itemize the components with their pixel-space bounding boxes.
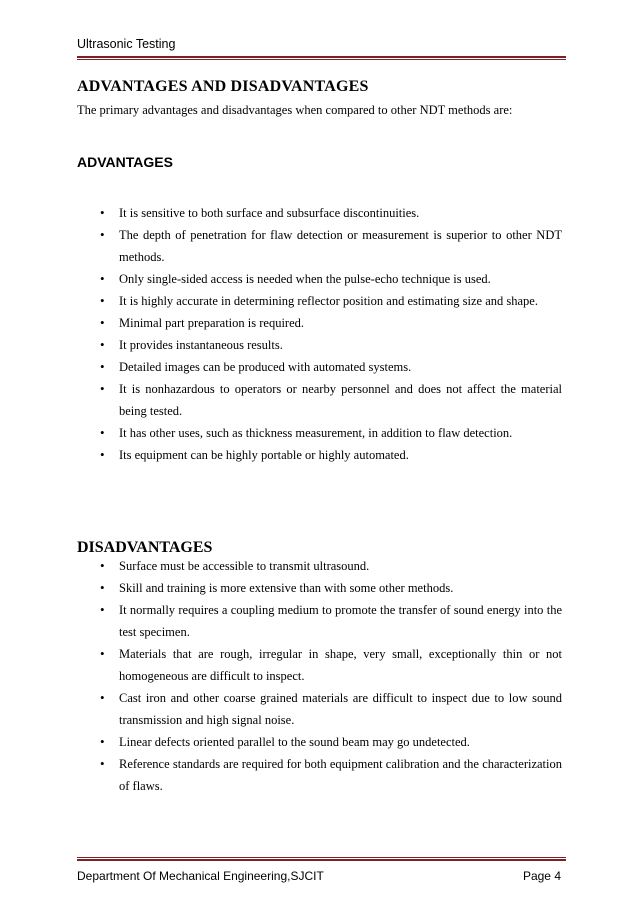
list-item: • Reference standards are required for both equipment calibration and the characterization of flaws. [100, 753, 562, 797]
header-title: Ultrasonic Testing [77, 37, 176, 51]
list-item: • Materials that are rough, irregular in shape, very small, exceptionally thin or not homogeneous are difficult to inspect. [100, 643, 562, 687]
list-item: • Minimal part preparation is required. [100, 312, 562, 334]
list-item: • The depth of penetration for flaw detection or measurement is superior to other NDT methods. [100, 224, 562, 268]
list-item: • It is highly accurate in determining reflector position and estimating size and shape. [100, 290, 562, 312]
page-number: Page 4 [522, 869, 561, 883]
list-item: • Skill and training is more extensive than with some other methods. [100, 577, 562, 599]
advantages-list [100, 202, 562, 466]
list-item: • Surface must be accessible to transmit ultrasound. [100, 555, 562, 577]
section-intro: The primary advantages and disadvantages when compared to other NDT methods are: [77, 103, 513, 117]
header-rule-thin [77, 59, 566, 60]
list-item: • It normally requires a coupling medium to promote the transfer of sound energy into the test specimen. [100, 599, 562, 643]
list-item: • Its equipment can be highly portable or highly automated. [100, 444, 562, 466]
footer-rule [77, 859, 566, 861]
list-item: • Cast iron and other coarse grained materials are difficult to inspect due to low sound transmission and high signal noise. [100, 687, 562, 731]
list-item: • Detailed images can be produced with automated systems. [100, 356, 562, 378]
section-title: ADVANTAGES AND DISADVANTAGES [77, 78, 369, 95]
header-rule [77, 56, 566, 58]
list-item: • It is sensitive to both surface and subsurface discontinuities. [100, 202, 562, 224]
list-item: • Only single-sided access is needed when the pulse-echo technique is used. [100, 268, 562, 290]
list-item: • It has other uses, such as thickness measurement, in addition to flaw detection. [100, 422, 562, 444]
disadvantages-heading: DISADVANTAGES [77, 539, 213, 556]
footer-rule-thin [77, 857, 566, 858]
list-item: • It provides instantaneous results. [100, 334, 562, 356]
list-item: • It is nonhazardous to operators or nearby personnel and does not affect the material being tested. [100, 378, 562, 422]
advantages-heading: ADVANTAGES [77, 154, 173, 170]
list-item: • Linear defects oriented parallel to the sound beam may go undetected. [100, 731, 562, 753]
disadvantages-list [100, 555, 562, 797]
footer-department: Department Of Mechanical Engineering,SJCIT [77, 869, 324, 883]
